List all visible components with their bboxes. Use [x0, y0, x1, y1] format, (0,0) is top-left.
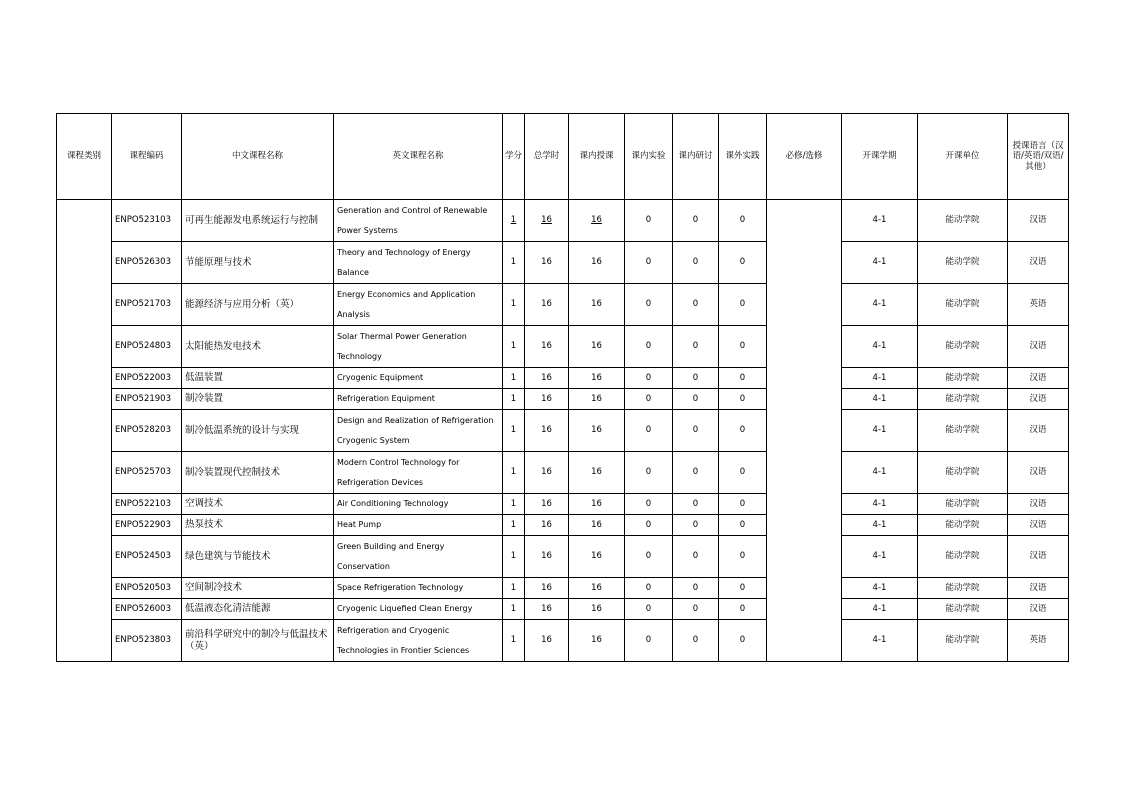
lecture-cell: 16: [569, 368, 625, 389]
lecture-cell: 16: [569, 242, 625, 284]
language-cell: 汉语: [1008, 200, 1069, 242]
header-hours: 总学时: [525, 114, 569, 200]
course-cn-name-cell: 制冷低温系统的设计与实现: [182, 410, 334, 452]
language-cell: 汉语: [1008, 452, 1069, 494]
credit-cell: 1: [503, 536, 525, 578]
course-en-name-cell: Heat Pump: [334, 515, 503, 536]
lecture-cell: 16: [569, 536, 625, 578]
discussion-cell: 0: [673, 326, 719, 368]
course-code-cell: ENPO521703: [112, 284, 182, 326]
extra-practice-cell: 0: [719, 368, 767, 389]
unit-cell: 能动学院: [918, 389, 1008, 410]
semester-cell: 4-1: [842, 389, 918, 410]
course-en-name-cell: Solar Thermal Power Generation Technology: [334, 326, 503, 368]
unit-cell: 能动学院: [918, 536, 1008, 578]
discussion-cell: 0: [673, 578, 719, 599]
category-cell: [57, 200, 112, 662]
extra-practice-cell: 0: [719, 536, 767, 578]
course-en-name-cell: Cryogenic Equipment: [334, 368, 503, 389]
lecture-cell: 16: [569, 389, 625, 410]
semester-cell: 4-1: [842, 410, 918, 452]
unit-cell: 能动学院: [918, 410, 1008, 452]
course-cn-name-cell: 热泵技术: [182, 515, 334, 536]
semester-cell: 4-1: [842, 326, 918, 368]
course-code-cell: ENPO522103: [112, 494, 182, 515]
course-en-name-cell: Modern Control Technology for Refrigeration Devices: [334, 452, 503, 494]
table-row: [57, 515, 1069, 536]
semester-cell: 4-1: [842, 536, 918, 578]
header-required: 必修/选修: [767, 114, 842, 200]
course-en-name-cell: Green Building and Energy Conservation: [334, 536, 503, 578]
credit-cell: 1: [503, 326, 525, 368]
language-cell: 汉语: [1008, 515, 1069, 536]
course-cn-name-cell: 节能原理与技术: [182, 242, 334, 284]
semester-cell: 4-1: [842, 242, 918, 284]
credit-cell: 1: [503, 410, 525, 452]
header-code: 课程编码: [112, 114, 182, 200]
course-code-cell: ENPO525703: [112, 452, 182, 494]
experiment-cell: 0: [625, 494, 673, 515]
table-row: [57, 368, 1069, 389]
lecture-cell: 16: [569, 410, 625, 452]
header-en-name: 英文课程名称: [334, 114, 503, 200]
credit-cell: 1: [503, 368, 525, 389]
course-cn-name-cell: 空间制冷技术: [182, 578, 334, 599]
header-category: 课程类别: [57, 114, 112, 200]
course-code-cell: ENPO523103: [112, 200, 182, 242]
language-cell: 汉语: [1008, 599, 1069, 620]
course-table: [56, 113, 1069, 662]
course-en-name-cell: Generation and Control of Renewable Power Systems: [334, 200, 503, 242]
credit-cell: 1: [503, 494, 525, 515]
credit-cell: 1: [503, 200, 525, 242]
hours-cell: 16: [525, 536, 569, 578]
discussion-cell: 0: [673, 284, 719, 326]
table-row: [57, 284, 1069, 326]
table-row: [57, 200, 1069, 242]
experiment-cell: 0: [625, 452, 673, 494]
extra-practice-cell: 0: [719, 578, 767, 599]
credit-cell: 1: [503, 242, 525, 284]
experiment-cell: 0: [625, 536, 673, 578]
hours-cell: 16: [525, 200, 569, 242]
language-cell: 汉语: [1008, 410, 1069, 452]
extra-practice-cell: 0: [719, 389, 767, 410]
discussion-cell: 0: [673, 242, 719, 284]
experiment-cell: 0: [625, 389, 673, 410]
unit-cell: 能动学院: [918, 200, 1008, 242]
lecture-cell: 16: [569, 326, 625, 368]
discussion-cell: 0: [673, 536, 719, 578]
course-table-sheet: [56, 113, 1068, 662]
discussion-cell: 0: [673, 620, 719, 662]
header-language: 授课语言（汉语/英语/双语/其他）: [1008, 114, 1069, 200]
lecture-cell: 16: [569, 620, 625, 662]
discussion-cell: 0: [673, 389, 719, 410]
semester-cell: 4-1: [842, 599, 918, 620]
course-cn-name-cell: 可再生能源发电系统运行与控制: [182, 200, 334, 242]
language-cell: 汉语: [1008, 494, 1069, 515]
header-cn-name: 中文课程名称: [182, 114, 334, 200]
semester-cell: 4-1: [842, 494, 918, 515]
hours-cell: 16: [525, 452, 569, 494]
course-code-cell: ENPO522903: [112, 515, 182, 536]
extra-practice-cell: 0: [719, 515, 767, 536]
course-code-cell: ENPO526003: [112, 599, 182, 620]
hours-cell: 16: [525, 326, 569, 368]
course-en-name-cell: Energy Economics and Application Analysis: [334, 284, 503, 326]
course-code-cell: ENPO522003: [112, 368, 182, 389]
experiment-cell: 0: [625, 200, 673, 242]
course-en-name-cell: Design and Realization of Refrigeration Cryogenic System: [334, 410, 503, 452]
unit-cell: 能动学院: [918, 452, 1008, 494]
credit-cell: 1: [503, 284, 525, 326]
credit-cell: 1: [503, 389, 525, 410]
language-cell: 英语: [1008, 284, 1069, 326]
semester-cell: 4-1: [842, 452, 918, 494]
table-row: [57, 242, 1069, 284]
experiment-cell: 0: [625, 410, 673, 452]
lecture-cell: 16: [569, 599, 625, 620]
discussion-cell: 0: [673, 494, 719, 515]
hours-cell: 16: [525, 599, 569, 620]
unit-cell: 能动学院: [918, 494, 1008, 515]
hours-cell: 16: [525, 494, 569, 515]
discussion-cell: 0: [673, 452, 719, 494]
language-cell: 汉语: [1008, 536, 1069, 578]
extra-practice-cell: 0: [719, 452, 767, 494]
required-cell: [767, 200, 842, 662]
extra-practice-cell: 0: [719, 326, 767, 368]
semester-cell: 4-1: [842, 368, 918, 389]
extra-practice-cell: 0: [719, 599, 767, 620]
table-row: [57, 410, 1069, 452]
language-cell: 汉语: [1008, 368, 1069, 389]
header-discussion: 课内研讨: [673, 114, 719, 200]
hours-cell: 16: [525, 410, 569, 452]
header-experiment: 课内实验: [625, 114, 673, 200]
header-semester: 开课学期: [842, 114, 918, 200]
lecture-cell: 16: [569, 284, 625, 326]
discussion-cell: 0: [673, 368, 719, 389]
header-unit: 开课单位: [918, 114, 1008, 200]
table-row: [57, 326, 1069, 368]
unit-cell: 能动学院: [918, 368, 1008, 389]
language-cell: 英语: [1008, 620, 1069, 662]
language-cell: 汉语: [1008, 326, 1069, 368]
lecture-cell: 16: [569, 515, 625, 536]
course-code-cell: ENPO524803: [112, 326, 182, 368]
language-cell: 汉语: [1008, 242, 1069, 284]
extra-practice-cell: 0: [719, 284, 767, 326]
course-en-name-cell: Refrigeration and Cryogenic Technologies in Frontier Sciences: [334, 620, 503, 662]
lecture-cell: 16: [569, 200, 625, 242]
extra-practice-cell: 0: [719, 242, 767, 284]
semester-cell: 4-1: [842, 515, 918, 536]
course-en-name-cell: Refrigeration Equipment: [334, 389, 503, 410]
header-credit: 学分: [503, 114, 525, 200]
hours-cell: 16: [525, 515, 569, 536]
table-row: [57, 620, 1069, 662]
experiment-cell: 0: [625, 620, 673, 662]
unit-cell: 能动学院: [918, 326, 1008, 368]
table-row: [57, 578, 1069, 599]
table-row: [57, 536, 1069, 578]
extra-practice-cell: 0: [719, 620, 767, 662]
course-rows: [57, 200, 1069, 662]
header-row: [57, 114, 1069, 200]
table-row: [57, 494, 1069, 515]
credit-cell: 1: [503, 515, 525, 536]
header-lecture: 课内授课: [569, 114, 625, 200]
semester-cell: 4-1: [842, 284, 918, 326]
semester-cell: 4-1: [842, 620, 918, 662]
extra-practice-cell: 0: [719, 494, 767, 515]
unit-cell: 能动学院: [918, 242, 1008, 284]
unit-cell: 能动学院: [918, 599, 1008, 620]
discussion-cell: 0: [673, 410, 719, 452]
course-code-cell: ENPO523803: [112, 620, 182, 662]
table-row: [57, 452, 1069, 494]
experiment-cell: 0: [625, 326, 673, 368]
lecture-cell: 16: [569, 494, 625, 515]
course-cn-name-cell: 制冷装置: [182, 389, 334, 410]
lecture-cell: 16: [569, 578, 625, 599]
course-en-name-cell: Air Conditioning Technology: [334, 494, 503, 515]
course-cn-name-cell: 低温装置: [182, 368, 334, 389]
course-code-cell: ENPO520503: [112, 578, 182, 599]
extra-practice-cell: 0: [719, 410, 767, 452]
discussion-cell: 0: [673, 599, 719, 620]
hours-cell: 16: [525, 284, 569, 326]
credit-cell: 1: [503, 578, 525, 599]
course-cn-name-cell: 能源经济与应用分析（英）: [182, 284, 334, 326]
course-code-cell: ENPO526303: [112, 242, 182, 284]
hours-cell: 16: [525, 389, 569, 410]
hours-cell: 16: [525, 578, 569, 599]
course-cn-name-cell: 制冷装置现代控制技术: [182, 452, 334, 494]
credit-cell: 1: [503, 599, 525, 620]
unit-cell: 能动学院: [918, 284, 1008, 326]
credit-cell: 1: [503, 452, 525, 494]
hours-cell: 16: [525, 620, 569, 662]
unit-cell: 能动学院: [918, 578, 1008, 599]
course-cn-name-cell: 空调技术: [182, 494, 334, 515]
discussion-cell: 0: [673, 200, 719, 242]
extra-practice-cell: 0: [719, 200, 767, 242]
experiment-cell: 0: [625, 242, 673, 284]
course-code-cell: ENPO528203: [112, 410, 182, 452]
course-cn-name-cell: 太阳能热发电技术: [182, 326, 334, 368]
unit-cell: 能动学院: [918, 620, 1008, 662]
credit-cell: 1: [503, 620, 525, 662]
course-en-name-cell: Theory and Technology of Energy Balance: [334, 242, 503, 284]
table-row: [57, 389, 1069, 410]
header-extra-practice: 课外实践: [719, 114, 767, 200]
course-code-cell: ENPO521903: [112, 389, 182, 410]
discussion-cell: 0: [673, 515, 719, 536]
course-cn-name-cell: 绿色建筑与节能技术: [182, 536, 334, 578]
experiment-cell: 0: [625, 284, 673, 326]
experiment-cell: 0: [625, 578, 673, 599]
experiment-cell: 0: [625, 515, 673, 536]
unit-cell: 能动学院: [918, 515, 1008, 536]
course-en-name-cell: Cryogenic Liquefied Clean Energy: [334, 599, 503, 620]
hours-cell: 16: [525, 242, 569, 284]
semester-cell: 4-1: [842, 578, 918, 599]
course-en-name-cell: Space Refrigeration Technology: [334, 578, 503, 599]
language-cell: 汉语: [1008, 389, 1069, 410]
language-cell: 汉语: [1008, 578, 1069, 599]
experiment-cell: 0: [625, 599, 673, 620]
course-cn-name-cell: 低温液态化清洁能源: [182, 599, 334, 620]
course-cn-name-cell: 前沿科学研究中的制冷与低温技术（英）: [182, 620, 334, 662]
hours-cell: 16: [525, 368, 569, 389]
table-row: [57, 599, 1069, 620]
course-code-cell: ENPO524503: [112, 536, 182, 578]
lecture-cell: 16: [569, 452, 625, 494]
semester-cell: 4-1: [842, 200, 918, 242]
experiment-cell: 0: [625, 368, 673, 389]
